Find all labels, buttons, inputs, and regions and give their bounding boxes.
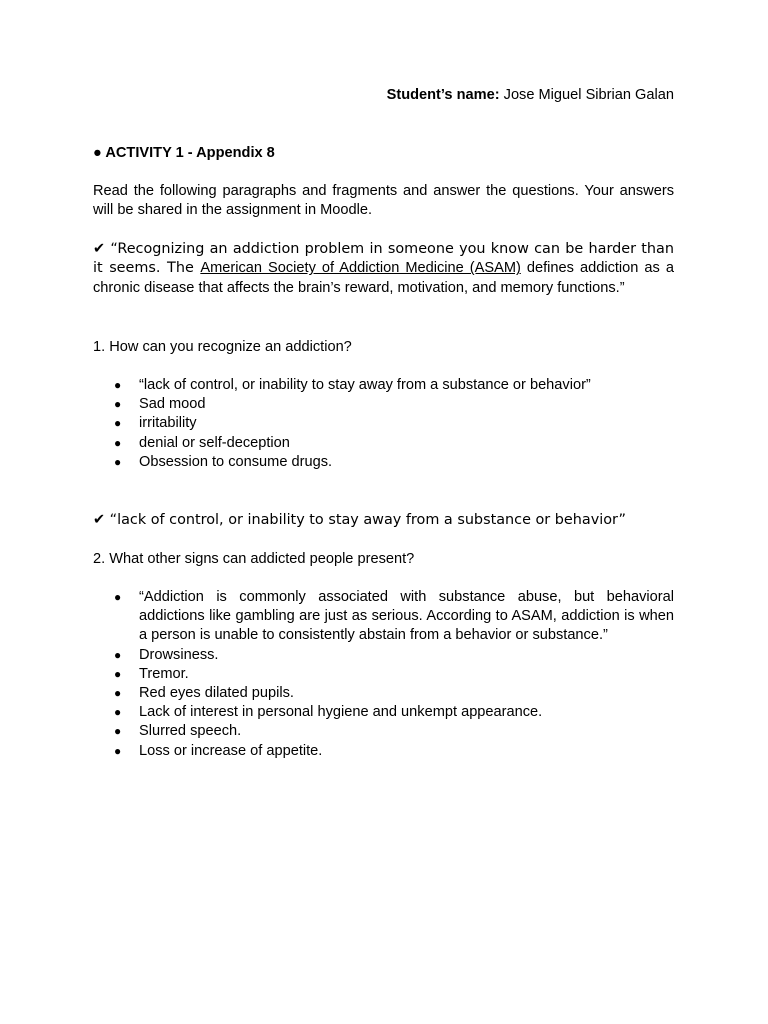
bullet-icon: ● [114,743,122,758]
bullet-icon: ● [114,686,122,701]
list-item-text: Slurred speech. [139,723,242,740]
list-item-text: Drowsiness. [139,646,219,663]
list-item [114,588,674,646]
list-item-text: irritability [139,415,197,432]
list-item [114,665,674,684]
list-item-text: Lack of interest in personal hygiene and unkempt appearance. [139,704,543,721]
asam-link[interactable]: American Society of Addiction Medicine (ASAM) [200,260,521,277]
student-name-label: Student’s name: [386,87,500,103]
list-item-text: Tremor. [139,665,189,682]
list-item-text: “Addiction is commonly associated with substance abuse, but behavioral addictions like gambling are just as serious. According to ASAM, addiction is when a person is unable to consistently abstain from a behavior or substance.” [139,589,674,644]
answer-list-2 [114,588,674,761]
bullet-icon: ● [114,590,122,604]
quote-1-lead: ✔ “Recognizing an addiction problem in someone you know can be harder than it seems. The [93,241,674,277]
quote-paragraph-2: ✔ “lack of control, or inability to stay away from a substance or behavior” [93,512,627,528]
bullet-icon: ● [114,666,122,681]
student-name-value: Jose Miguel Sibrian Galan [503,87,674,103]
list-item [114,414,674,433]
list-item-text: Obsession to consume drugs. [139,453,333,470]
question-1: 1. How can you recognize an addiction? [93,339,352,355]
question-2: 2. What other signs can addicted people present? [93,551,415,567]
student-name-line [387,86,674,105]
bullet-icon: ● [114,397,122,412]
list-item-text: Loss or increase of appetite. [139,742,323,759]
list-item-text: Sad mood [139,396,206,413]
bullet-icon: ● [114,454,122,469]
quote-1-tail: defines addiction as a chronic disease that affects the brain’s reward, motivation, and memory functions.” [93,260,674,296]
list-item-text: Red eyes dilated pupils. [139,685,294,702]
list-item [114,646,674,665]
bullet-icon: ● [114,705,122,720]
bullet-icon: ● [114,435,122,450]
list-item [114,703,674,722]
bullet-icon: ● [114,647,122,662]
list-item [114,376,674,395]
list-item [114,684,674,703]
list-item [114,434,674,453]
bullet-icon: ● [114,378,122,392]
list-item [114,742,674,761]
bullet-icon: ● [114,724,122,739]
bullet-icon: ● [114,416,122,431]
activity-heading: ● ACTIVITY 1 - Appendix 8 [93,145,275,161]
list-item [114,395,674,414]
answer-list-1 [114,376,674,472]
list-item [114,722,674,741]
quote-paragraph-1 [93,240,674,298]
list-item-text: “lack of control, or inability to stay away from a substance or behavior” [139,377,591,393]
list-item [114,453,674,472]
intro-paragraph: Read the following paragraphs and fragments and answer the questions. Your answers will be shared in the assignment in Moodle. [93,183,674,219]
list-item-text: denial or self-deception [139,434,290,451]
